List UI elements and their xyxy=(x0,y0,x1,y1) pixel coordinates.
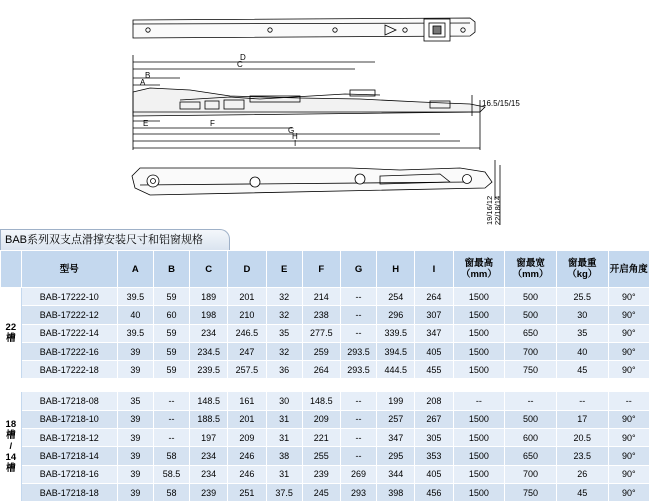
value-cell: 39.5 xyxy=(117,288,153,306)
value-cell: 17 xyxy=(556,410,608,428)
groove-group-label: 22 槽 xyxy=(1,288,22,379)
value-cell: 40 xyxy=(556,342,608,360)
value-cell: 234 xyxy=(190,447,228,465)
value-cell: 38 xyxy=(266,447,302,465)
value-cell: 90° xyxy=(608,410,649,428)
header-opening-angle: 开启角度 xyxy=(608,251,649,288)
value-cell: 1500 xyxy=(453,361,505,379)
value-cell: 239.5 xyxy=(190,361,228,379)
value-cell: 189 xyxy=(190,288,228,306)
value-cell: 198 xyxy=(190,306,228,324)
value-cell: 246 xyxy=(228,465,266,483)
table-row xyxy=(1,306,650,324)
value-cell: 1500 xyxy=(453,410,505,428)
value-cell: 90° xyxy=(608,429,649,447)
screw-hole xyxy=(250,177,260,187)
value-cell: 60 xyxy=(153,306,189,324)
screw-hole xyxy=(355,174,365,184)
value-cell: 257 xyxy=(377,410,415,428)
value-cell: 700 xyxy=(505,342,557,360)
value-cell: 277.5 xyxy=(302,324,340,342)
value-cell: 254 xyxy=(377,288,415,306)
value-cell: 1500 xyxy=(453,447,505,465)
value-cell: 455 xyxy=(415,361,453,379)
value-cell: 30 xyxy=(556,306,608,324)
value-cell: 37.5 xyxy=(266,483,302,501)
value-cell: 750 xyxy=(505,483,557,501)
group-separator xyxy=(1,379,650,392)
value-cell: 344 xyxy=(377,465,415,483)
value-cell: 31 xyxy=(266,429,302,447)
header-i: I xyxy=(415,251,453,288)
value-cell: 339.5 xyxy=(377,324,415,342)
model-cell: BAB-17222-14 xyxy=(21,324,117,342)
value-cell: -- xyxy=(153,392,189,410)
value-cell: 1500 xyxy=(453,324,505,342)
value-cell: 234.5 xyxy=(190,342,228,360)
value-cell: 36 xyxy=(266,361,302,379)
header-model: 型号 xyxy=(21,251,117,288)
table-row xyxy=(1,465,650,483)
value-cell: 245 xyxy=(302,483,340,501)
value-cell: -- xyxy=(340,288,376,306)
table-row xyxy=(1,429,650,447)
value-cell: 90° xyxy=(608,324,649,342)
value-cell: -- xyxy=(505,392,557,410)
table-row xyxy=(1,447,650,465)
dim-label-b: B xyxy=(145,71,151,80)
value-cell: 32 xyxy=(266,288,302,306)
value-cell: 201 xyxy=(228,288,266,306)
value-cell: 201 xyxy=(228,410,266,428)
value-cell: 148.5 xyxy=(190,392,228,410)
value-cell: 59 xyxy=(153,361,189,379)
table-row xyxy=(1,410,650,428)
value-cell: 148.5 xyxy=(302,392,340,410)
value-cell: 26 xyxy=(556,465,608,483)
value-cell: 293.5 xyxy=(340,342,376,360)
value-cell: 500 xyxy=(505,288,557,306)
value-cell: -- xyxy=(340,392,376,410)
header-f: F xyxy=(302,251,340,288)
value-cell: 267 xyxy=(415,410,453,428)
header-e: E xyxy=(266,251,302,288)
value-cell: -- xyxy=(340,324,376,342)
value-cell: 35 xyxy=(266,324,302,342)
value-cell: 234 xyxy=(190,465,228,483)
value-cell: 90° xyxy=(608,483,649,501)
value-cell: 1500 xyxy=(453,483,505,501)
dim-label-d: D xyxy=(240,53,246,62)
value-cell: 257.5 xyxy=(228,361,266,379)
value-cell: 32 xyxy=(266,342,302,360)
value-cell: 39 xyxy=(117,410,153,428)
header-g: G xyxy=(340,251,376,288)
value-cell: 1500 xyxy=(453,465,505,483)
dim-label-g: G xyxy=(288,126,295,135)
header-d: D xyxy=(228,251,266,288)
dim-label-e: E xyxy=(143,119,149,128)
value-cell: 90° xyxy=(608,288,649,306)
header-max-weight: 窗最重 （kg） xyxy=(556,251,608,288)
value-cell: 45 xyxy=(556,483,608,501)
value-cell: -- xyxy=(340,447,376,465)
model-cell: BAB-17218-10 xyxy=(21,410,117,428)
value-cell: -- xyxy=(340,306,376,324)
value-cell: 500 xyxy=(505,410,557,428)
table-header-row xyxy=(1,251,650,288)
value-cell: 35 xyxy=(556,324,608,342)
screw-hole xyxy=(463,175,472,184)
value-cell: 23.5 xyxy=(556,447,608,465)
value-cell: 90° xyxy=(608,306,649,324)
value-cell: -- xyxy=(340,410,376,428)
value-cell: 197 xyxy=(190,429,228,447)
value-cell: 90° xyxy=(608,361,649,379)
value-cell: 234 xyxy=(190,324,228,342)
model-cell: BAB-17218-08 xyxy=(21,392,117,410)
value-cell: 45 xyxy=(556,361,608,379)
value-cell: 40 xyxy=(117,306,153,324)
table-row xyxy=(1,324,650,342)
value-cell: 188.5 xyxy=(190,410,228,428)
dim-label-c: C xyxy=(237,60,243,69)
value-cell: -- xyxy=(153,410,189,428)
value-cell: -- xyxy=(340,429,376,447)
thickness-note-2: 22/18/14 xyxy=(493,195,502,225)
value-cell: 208 xyxy=(415,392,453,410)
model-cell: BAB-17222-10 xyxy=(21,288,117,306)
value-cell: 39.5 xyxy=(117,324,153,342)
value-cell: 444.5 xyxy=(377,361,415,379)
value-cell: 251 xyxy=(228,483,266,501)
groove-group-label: 18 槽 / 14 槽 xyxy=(1,392,22,502)
value-cell: 600 xyxy=(505,429,557,447)
value-cell: 293 xyxy=(340,483,376,501)
value-cell: -- xyxy=(608,392,649,410)
value-cell: 255 xyxy=(302,447,340,465)
table-row xyxy=(1,288,650,306)
value-cell: 398 xyxy=(377,483,415,501)
header-b: B xyxy=(153,251,189,288)
value-cell: 58 xyxy=(153,447,189,465)
value-cell: 59 xyxy=(153,342,189,360)
value-cell: 305 xyxy=(415,429,453,447)
value-cell: 90° xyxy=(608,465,649,483)
value-cell: 31 xyxy=(266,410,302,428)
spec-table xyxy=(0,250,650,502)
value-cell: 35 xyxy=(117,392,153,410)
table-title: BAB系列双支点滑撑安装尺寸和铝窗规格 xyxy=(0,229,230,251)
value-cell: 650 xyxy=(505,447,557,465)
header-c: C xyxy=(190,251,228,288)
model-cell: BAB-17222-12 xyxy=(21,306,117,324)
value-cell: 750 xyxy=(505,361,557,379)
value-cell: 214 xyxy=(302,288,340,306)
value-cell: 238 xyxy=(302,306,340,324)
thickness-note: 19/16/12 xyxy=(485,195,494,225)
header-a: A xyxy=(117,251,153,288)
value-cell: 500 xyxy=(505,306,557,324)
table-row xyxy=(1,361,650,379)
value-cell: 347 xyxy=(377,429,415,447)
value-cell: 394.5 xyxy=(377,342,415,360)
value-cell: 221 xyxy=(302,429,340,447)
model-cell: BAB-17222-18 xyxy=(21,361,117,379)
header-blank xyxy=(1,251,22,288)
value-cell: 39 xyxy=(117,361,153,379)
value-cell: 700 xyxy=(505,465,557,483)
value-cell: 307 xyxy=(415,306,453,324)
value-cell: 246 xyxy=(228,447,266,465)
value-cell: 161 xyxy=(228,392,266,410)
value-cell: 269 xyxy=(340,465,376,483)
value-cell: 210 xyxy=(228,306,266,324)
header-max-width: 窗最宽 （mm） xyxy=(505,251,557,288)
value-cell: 32 xyxy=(266,306,302,324)
value-cell: 264 xyxy=(415,288,453,306)
value-cell: 209 xyxy=(302,410,340,428)
height-note: 16.5/15/15 xyxy=(482,99,520,108)
model-cell: BAB-17222-16 xyxy=(21,342,117,360)
value-cell: 59 xyxy=(153,288,189,306)
value-cell: 295 xyxy=(377,447,415,465)
value-cell: 1500 xyxy=(453,306,505,324)
value-cell: 259 xyxy=(302,342,340,360)
value-cell: 209 xyxy=(228,429,266,447)
screw-hole xyxy=(147,175,159,187)
dim-label-a: A xyxy=(140,78,146,87)
value-cell: 1500 xyxy=(453,342,505,360)
value-cell: 239 xyxy=(190,483,228,501)
dim-label-f: F xyxy=(210,119,215,128)
value-cell: 1500 xyxy=(453,429,505,447)
value-cell: -- xyxy=(453,392,505,410)
table-row xyxy=(1,392,650,410)
value-cell: 39 xyxy=(117,429,153,447)
value-cell: 353 xyxy=(415,447,453,465)
value-cell: 59 xyxy=(153,324,189,342)
model-cell: BAB-17218-16 xyxy=(21,465,117,483)
value-cell: 246.5 xyxy=(228,324,266,342)
dim-label-i: I xyxy=(294,139,297,148)
value-cell: 90° xyxy=(608,447,649,465)
value-cell: 30 xyxy=(266,392,302,410)
value-cell: 39 xyxy=(117,342,153,360)
value-cell: -- xyxy=(153,429,189,447)
header-h: H xyxy=(377,251,415,288)
table-row xyxy=(1,342,650,360)
value-cell: 1500 xyxy=(453,288,505,306)
value-cell: -- xyxy=(556,392,608,410)
separator-cell xyxy=(1,379,650,392)
dim-label-h: H xyxy=(292,132,298,141)
value-cell: 650 xyxy=(505,324,557,342)
hinge-arm-bottom-view xyxy=(132,168,492,195)
value-cell: 405 xyxy=(415,465,453,483)
value-cell: 456 xyxy=(415,483,453,501)
value-cell: 239 xyxy=(302,465,340,483)
model-cell: BAB-17218-18 xyxy=(21,483,117,501)
value-cell: 347 xyxy=(415,324,453,342)
value-cell: 31 xyxy=(266,465,302,483)
value-cell: 39 xyxy=(117,447,153,465)
value-cell: 20.5 xyxy=(556,429,608,447)
value-cell: 90° xyxy=(608,342,649,360)
value-cell: 247 xyxy=(228,342,266,360)
header-max-height: 窗最高 （mm） xyxy=(453,251,505,288)
value-cell: 405 xyxy=(415,342,453,360)
value-cell: 296 xyxy=(377,306,415,324)
model-cell: BAB-17218-14 xyxy=(21,447,117,465)
value-cell: 58.5 xyxy=(153,465,189,483)
value-cell: 264 xyxy=(302,361,340,379)
value-cell: 58 xyxy=(153,483,189,501)
model-cell: BAB-17218-12 xyxy=(21,429,117,447)
value-cell: 293.5 xyxy=(340,361,376,379)
value-cell: 199 xyxy=(377,392,415,410)
value-cell: 25.5 xyxy=(556,288,608,306)
value-cell: 39 xyxy=(117,483,153,501)
value-cell: 39 xyxy=(117,465,153,483)
hinge-technical-drawing xyxy=(0,0,650,225)
